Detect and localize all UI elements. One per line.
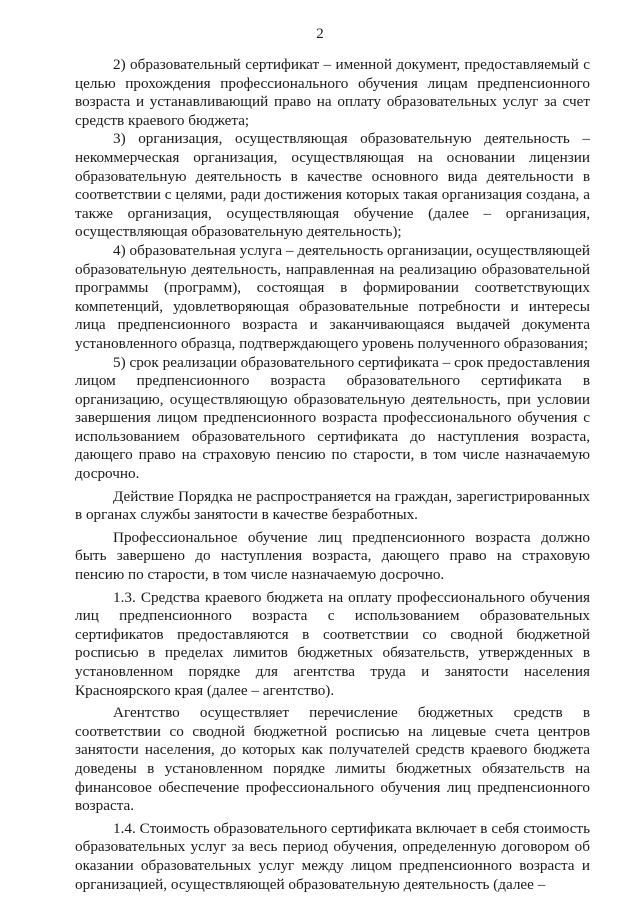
paragraph-definition-service: 4) образовательная услуга – деятельность организации, осуществляющей образовательную деятельность, направленная на реализацию образовательной программы (программ), состоящая в формировании соответствующих компетенций, удовлетворяющая образовательные потребности и интересы лица предпенсионного возраста и заканчивающаяся выдачей документа установленного образца, подтверждающего уровень полученного образования; bbox=[75, 241, 590, 352]
paragraph-definition-certificate: 2) образовательный сертификат – именной документ, предоставляемый с целью прохождения профессионального обучения лицам предпенсионного возраста и устанавливающий право на оплату образовательных услуг за счет средств краевого бюджета; bbox=[75, 56, 590, 129]
paragraph-definition-term: 5) срок реализации образовательного сертификата – срок предоставления лицом предпенсионного возраста образовательного сертификата в организацию, осуществляющую образовательную деятельность, при условии завершения лицом предпенсионного возраста профессионального обучения с использованием образовательного сертификата до наступления возраста, дающего право на страховую пенсию по старости, в том числе назначаемую досрочно. bbox=[75, 353, 590, 483]
paragraph-clause-1-4: 1.4. Стоимость образовательного сертификата включает в себя стоимость образовательных услуг за весь период обучения, определенную договором об оказании образовательных услуг между лицом предпенсионного возраста и организацией, осуществляющей образовательную деятельность (далее – bbox=[75, 819, 590, 893]
paragraph-agency-transfers: Агентство осуществляет перечисление бюджетных средств в соответствии со сводной бюджетной росписью на лицевые счета центров занятости населения, до которых как получателей средств краевого бюджета доведены в установленном порядке лимиты бюджетных обязательств на финансовое обеспечение профессионального обучения лиц предпенсионного возраста. bbox=[75, 704, 590, 815]
paragraph-training-deadline: Профессиональное обучение лиц предпенсионного возраста должно быть завершено до наступления возраста, дающего право на страховую пенсию по старости, в том числе назначаемую досрочно. bbox=[75, 528, 590, 584]
document-body bbox=[75, 56, 590, 894]
paragraph-scope-exclusion: Действие Порядка не распространяется на граждан, зарегистрированных в органах службы занятости в качестве безработных. bbox=[75, 487, 590, 524]
paragraph-definition-organization: 3) организация, осуществляющая образовательную деятельность – некоммерческая организация, осуществляющая на основании лицензии образовательную деятельность в качестве основного вида деятельности в соответствии с целями, ради достижения которых такая организация создана, а также организация, осуществляющая обучение (далее – организация, осуществляющая образовательную деятельность); bbox=[75, 130, 590, 241]
paragraph-clause-1-3: 1.3. Средства краевого бюджета на оплату профессионального обучения лиц предпенсионного возраста с использованием образовательных сертификатов предоставляются в соответствии со сводной бюджетной росписью в пределах лимитов бюджетных обязательств, утвержденных в установленном порядке для агентства труда и занятости населения Красноярского края (далее – агентство). bbox=[75, 588, 590, 699]
page-number: 2 bbox=[316, 26, 324, 42]
